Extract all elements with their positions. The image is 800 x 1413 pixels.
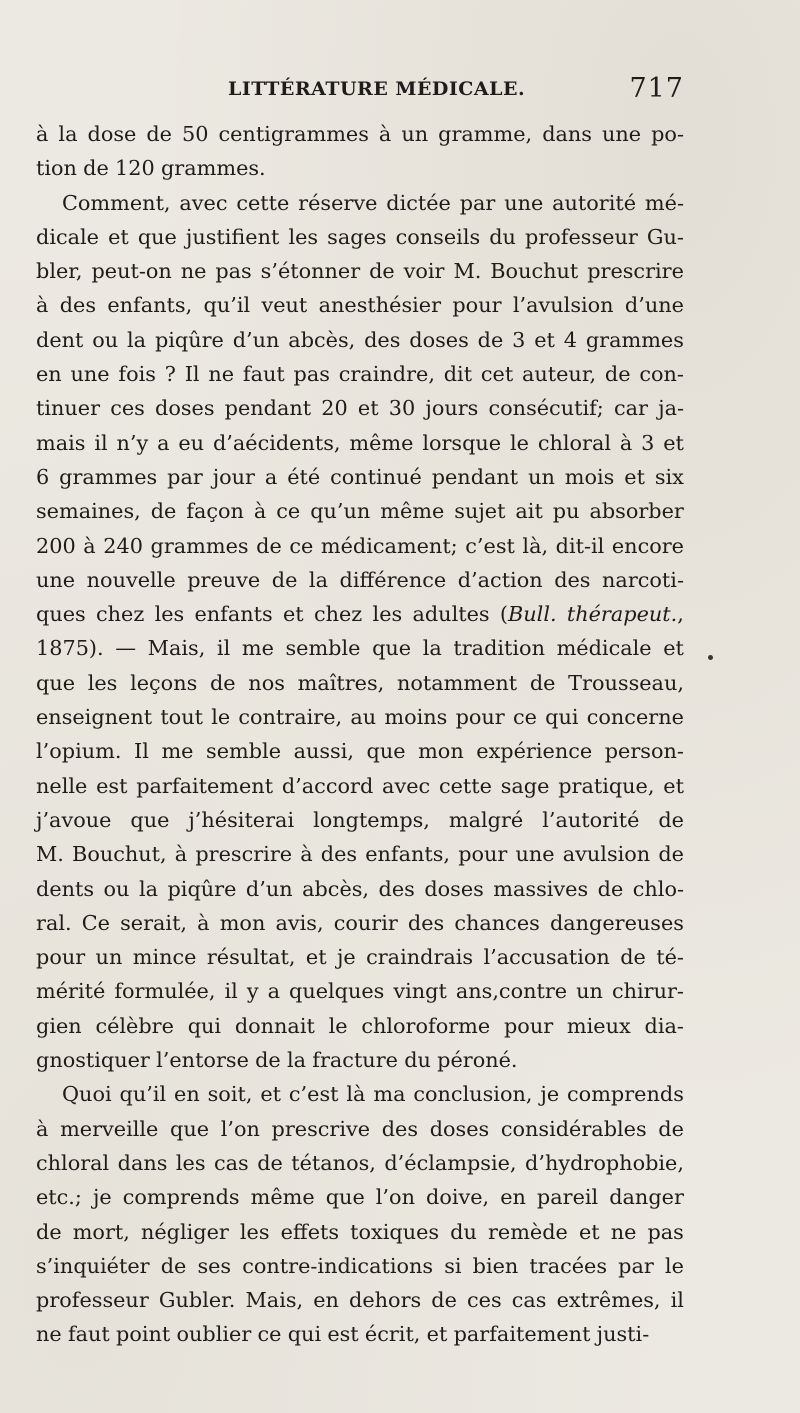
text-line: chloral dans les cas de tétanos, d’éclampsie, d’hydrophobie, xyxy=(36,1150,684,1175)
page-number: 717 xyxy=(629,73,684,104)
text-line: nelle est parfaitement d’accord avec cette sage pratique, et xyxy=(36,773,684,798)
text-line: tion de 120 grammes. xyxy=(36,156,266,181)
text-line: dent ou la piqûre d’un abcès, des doses de 3 et 4 grammes xyxy=(36,327,684,352)
text-line: mais il n’y a eu d’aécidents, même lorsque le chloral à 3 et xyxy=(36,430,684,455)
text-line: ques chez les enfants et chez les adultes (Bull. thérapeut., xyxy=(36,602,684,627)
text-line: bler, peut-on ne pas s’étonner de voir M. Bouchut prescrire xyxy=(36,259,684,284)
text-line: etc.; je comprends même que l’on doive, en pareil danger xyxy=(36,1185,684,1210)
text-line: à la dose de 50 centigrammes à un gramme, dans une po- xyxy=(36,122,684,146)
text-line: j’avoue que j’hésiterai longtemps, malgré l’autorité de xyxy=(36,807,684,832)
text-line: gnostiquer l’entorse de la fracture du péroné. xyxy=(36,1048,518,1073)
text-line: Quoi qu’il en soit, et c’est là ma conclusion, je comprends xyxy=(62,1082,684,1107)
text-line: 6 grammes par jour a été continué pendant un mois et six xyxy=(36,464,684,489)
text-line: mérité formulée, il y a quelques vingt ans,contre un chirur- xyxy=(36,979,684,1004)
text-line: une nouvelle preuve de la différence d’action des narcoti- xyxy=(36,567,684,592)
text-line: en une fois ? Il ne faut pas craindre, dit cet auteur, de con- xyxy=(36,362,684,387)
text-line: enseignent tout le contraire, au moins pour ce qui concerne xyxy=(36,705,684,730)
text-line: de mort, négliger les effets toxiques du remède et ne pas xyxy=(36,1219,684,1244)
body-text xyxy=(36,117,684,1352)
text-line: gien célèbre qui donnait le chloroforme pour mieux dia- xyxy=(36,1013,684,1038)
text-line: M. Bouchut, à prescrire à des enfants, pour une avulsion de xyxy=(36,842,684,867)
running-title: LITTÉRATURE MÉDICALE. xyxy=(228,78,526,100)
paragraph xyxy=(36,117,684,186)
margin-mark xyxy=(708,655,713,660)
text-line: à merveille que l’on prescrive des doses considérables de xyxy=(36,1116,684,1141)
text-line: ral. Ce serait, à mon avis, courir des chances dangereuses xyxy=(36,910,684,935)
text-line: semaines, de façon à ce qu’un même sujet ait pu absorber xyxy=(36,499,684,524)
text-line: professeur Gubler. Mais, en dehors de ces cas extrêmes, il xyxy=(36,1288,684,1313)
text-line: à des enfants, qu’il veut anesthésier pour l’avulsion d’une xyxy=(36,293,684,318)
text-line: 1875). — Mais, il me semble que la tradition médicale et xyxy=(36,636,684,661)
paragraph xyxy=(36,1077,684,1351)
page-header xyxy=(36,73,684,112)
text-line: pour un mince résultat, et je craindrais l’accusation de té- xyxy=(36,945,684,970)
text-line: Comment, avec cette réserve dictée par une autorité mé- xyxy=(62,190,684,215)
text-line: ne faut point oublier ce qui est écrit, et parfaitement justi- xyxy=(36,1322,650,1347)
text-line: tinuer ces doses pendant 20 et 30 jours consécutif; car ja- xyxy=(36,396,684,421)
text-line: 200 à 240 grammes de ce médicament; c’est là, dit-il encore xyxy=(36,533,684,558)
text-line: l’opium. Il me semble aussi, que mon expérience person- xyxy=(36,739,684,764)
text-line: dents ou la piqûre d’un abcès, des doses massives de chlo- xyxy=(36,876,684,901)
text-line: dicale et que justifient les sages conseils du professeur Gu- xyxy=(36,224,684,249)
paragraph xyxy=(36,186,684,1078)
text-line: que les leçons de nos maîtres, notamment de Trousseau, xyxy=(36,670,684,695)
text-line: s’inquiéter de ses contre-indications si bien tracées par le xyxy=(36,1253,684,1278)
